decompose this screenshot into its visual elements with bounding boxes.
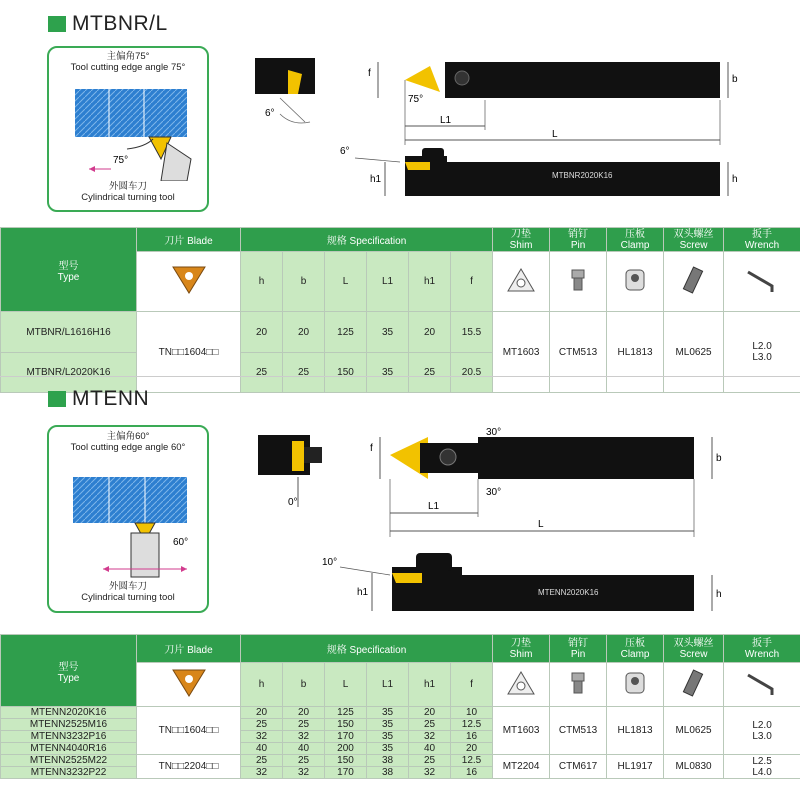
clamp-code: HL1813 <box>607 312 664 393</box>
svg-text:30°: 30° <box>486 427 502 438</box>
shim-code: MT1603 <box>493 707 550 755</box>
table-row-type: MTENN2525M16 <box>1 719 137 731</box>
title-square-icon <box>48 391 66 407</box>
col-L: L <box>325 252 367 312</box>
section-title-text: MTENN <box>72 387 150 410</box>
pin-image <box>550 663 607 707</box>
pin-code: CTM513 <box>550 312 607 393</box>
angle-info-box <box>47 46 209 212</box>
svg-text:6°: 6° <box>340 146 350 157</box>
clamp-header: 压板 Clamp <box>607 228 664 252</box>
section-title <box>48 387 149 411</box>
triangle-insert-icon <box>169 263 209 297</box>
blade-header: 刀片 Blade <box>137 228 241 252</box>
shank-top-view <box>445 62 720 98</box>
table-row-type: MTBNR/L1616H16 <box>1 312 137 353</box>
svg-text:MTBNR2020K16: MTBNR2020K16 <box>552 171 613 180</box>
table-row-type: MTBNR/L2020K16 <box>1 353 137 393</box>
svg-text:MTENN2020K16: MTENN2020K16 <box>538 588 599 597</box>
screw-icon <box>678 266 710 294</box>
wrench-code: L2.0 L3.0 <box>724 707 800 755</box>
clamp-icon <box>619 266 651 294</box>
end-view-shape <box>255 58 315 94</box>
table-row-type: MTENN2020K16 <box>1 707 137 719</box>
pin-header: 销钉 Pin <box>550 228 607 252</box>
screw-code: ML0625 <box>664 312 724 393</box>
tool-drawing <box>250 407 780 637</box>
screw-header: 双头螺丝 Screw <box>664 635 724 663</box>
svg-text:h: h <box>732 174 738 185</box>
col-h1: h1 <box>409 252 451 312</box>
wrench-header: 扳手 Wrench <box>724 635 800 663</box>
pin-icon <box>562 669 594 697</box>
wrench-header: 扳手 Wrench <box>724 228 800 252</box>
svg-text:L: L <box>552 129 558 140</box>
col-b: b <box>283 252 325 312</box>
clamp-header: 压板 Clamp <box>607 635 664 663</box>
wrench-image <box>724 663 800 707</box>
screw-icon <box>678 669 710 697</box>
feed-arrow-icon <box>89 166 95 172</box>
svg-text:75°: 75° <box>408 94 424 105</box>
screw-image <box>664 663 724 707</box>
section-title-text: MTBNR/L <box>72 12 168 35</box>
pin-icon <box>562 266 594 294</box>
bottom-en: Cylindrical turning tool <box>81 592 175 603</box>
clamp-image <box>607 663 664 707</box>
svg-text:f: f <box>370 443 373 454</box>
wrench-code: L2.0 L3.0 <box>724 312 800 393</box>
wrench-icon <box>742 266 782 294</box>
type-header: 型号 Type <box>1 635 137 707</box>
feed-arrow-left-icon <box>103 566 109 572</box>
clamp-icon <box>619 669 651 697</box>
svg-text:b: b <box>732 74 738 85</box>
shim-icon <box>505 669 537 697</box>
pin-header: 销钉 Pin <box>550 635 607 663</box>
shim-header: 刀垫 Shim <box>493 228 550 252</box>
workpiece-shape <box>75 89 187 137</box>
type-header: 型号 Type <box>1 228 137 312</box>
clamp-code: HL1917 <box>607 755 664 779</box>
screw-code: ML0625 <box>664 707 724 755</box>
section-mtenn <box>0 376 800 801</box>
title-square-icon <box>48 16 66 32</box>
angle-label: 75° <box>113 155 129 166</box>
table-row-type: MTENN3232P22 <box>1 767 137 779</box>
table-row-type: MTENN4040R16 <box>1 743 137 755</box>
pin-image <box>550 252 607 312</box>
table-row-type: MTENN3232P16 <box>1 731 137 743</box>
svg-text:10°: 10° <box>322 557 338 568</box>
svg-text:L1: L1 <box>428 501 440 512</box>
wrench-icon <box>742 669 782 697</box>
svg-text:0°: 0° <box>288 497 298 508</box>
spec-header: 规格 Specification <box>241 635 493 663</box>
pin-code: CTM617 <box>550 755 607 779</box>
info-en: Tool cutting edge angle 60° <box>70 442 186 453</box>
triangle-insert-icon <box>169 666 209 700</box>
blade-code: TN□□1604□□ <box>137 312 241 393</box>
blade-image <box>137 663 241 707</box>
pin-code: CTM513 <box>550 707 607 755</box>
screw-header: 双头螺丝 Screw <box>664 228 724 252</box>
wrench-code: L2.5 L4.0 <box>724 755 800 779</box>
info-cn: 主偏角60° <box>106 431 150 442</box>
section-title <box>48 12 168 36</box>
angle-info-box <box>47 425 209 613</box>
shim-image <box>493 252 550 312</box>
angle-label: 60° <box>173 537 189 548</box>
svg-text:30°: 30° <box>486 487 502 498</box>
turning-diagram <box>49 453 207 581</box>
feed-arrow-right-icon <box>181 566 187 572</box>
shank-top-view <box>478 437 694 479</box>
workpiece-shape <box>73 477 187 523</box>
svg-text:L1: L1 <box>440 115 452 126</box>
svg-text:b: b <box>716 453 722 464</box>
section-mtbnr <box>0 0 800 378</box>
shim-code: MT1603 <box>493 312 550 393</box>
shim-image <box>493 663 550 707</box>
screw-image <box>664 252 724 312</box>
bottom-en: Cylindrical turning tool <box>81 192 175 203</box>
shim-icon <box>505 266 537 294</box>
wrench-image <box>724 252 800 312</box>
svg-text:f: f <box>368 68 371 79</box>
col-f: f <box>451 252 493 312</box>
spec-table: 型号 Type 刀片 Blade 规格 Specification 刀垫 Shim 销钉 Pin 压板 Clamp 双头螺丝 Screw 扳手 Wrench h b L L1 h1 f MTENN2020K16 TN□□1604□□ 20 20 125 35 20 10 MT1603 CTM513 HL1813 ML0625 L2.0 L3.0 MTENN2525M16 25 25 150 35 25 12.5 MTENN3232P16 32 32 170 35 32 16 MTENN4040R16 40 40 200 35 40 20 MTENN2525M22 TN□□2204□□ 25 25 150 38 25 12.5 MT2204 CTM617 HL1917 ML0830 L2.5 L4.0 MTENN3232P22 32 32 170 38 32 16 <box>0 634 800 779</box>
col-L1: L1 <box>367 252 409 312</box>
svg-text:h1: h1 <box>357 587 369 598</box>
blade-code: TN□□1604□□ <box>137 707 241 755</box>
clamp-image <box>607 252 664 312</box>
svg-text:h1: h1 <box>370 174 382 185</box>
turning-diagram <box>49 73 207 181</box>
shim-header: 刀垫 Shim <box>493 635 550 663</box>
svg-text:L: L <box>538 519 544 530</box>
bottom-cn: 外圆车刀 <box>108 581 147 592</box>
svg-text:h: h <box>716 589 722 600</box>
blade-image <box>137 252 241 312</box>
table-row-type: MTENN2525M22 <box>1 755 137 767</box>
spec-table: 型号 Type 刀片 Blade 规格 Specification 刀垫 Shim 销钉 Pin 压板 Clamp 双头螺丝 Screw 扳手 Wrench h b L L1 h1 f MTBNR/L1616H16 TN□□1604□□ 20 20 125 35 20 15.5 MT1603 CTM513 HL1813 ML0625 L2.0 L3.0 MTBNR/L2020K16 25 25 150 35 25 20.5 <box>0 227 800 393</box>
holder-shape <box>131 533 159 577</box>
bottom-cn: 外圆车刀 <box>108 181 147 192</box>
col-h: h <box>241 252 283 312</box>
spec-header: 规格 Specification <box>241 228 493 252</box>
tool-drawing <box>240 50 780 220</box>
blade-code: TN□□2204□□ <box>137 755 241 779</box>
info-en: Tool cutting edge angle 75° <box>70 62 186 73</box>
shim-code: MT2204 <box>493 755 550 779</box>
blade-header: 刀片 Blade <box>137 635 241 663</box>
info-cn: 主偏角75° <box>106 51 150 62</box>
svg-text:6°: 6° <box>265 108 275 119</box>
screw-code: ML0830 <box>664 755 724 779</box>
clamp-code: HL1813 <box>607 707 664 755</box>
